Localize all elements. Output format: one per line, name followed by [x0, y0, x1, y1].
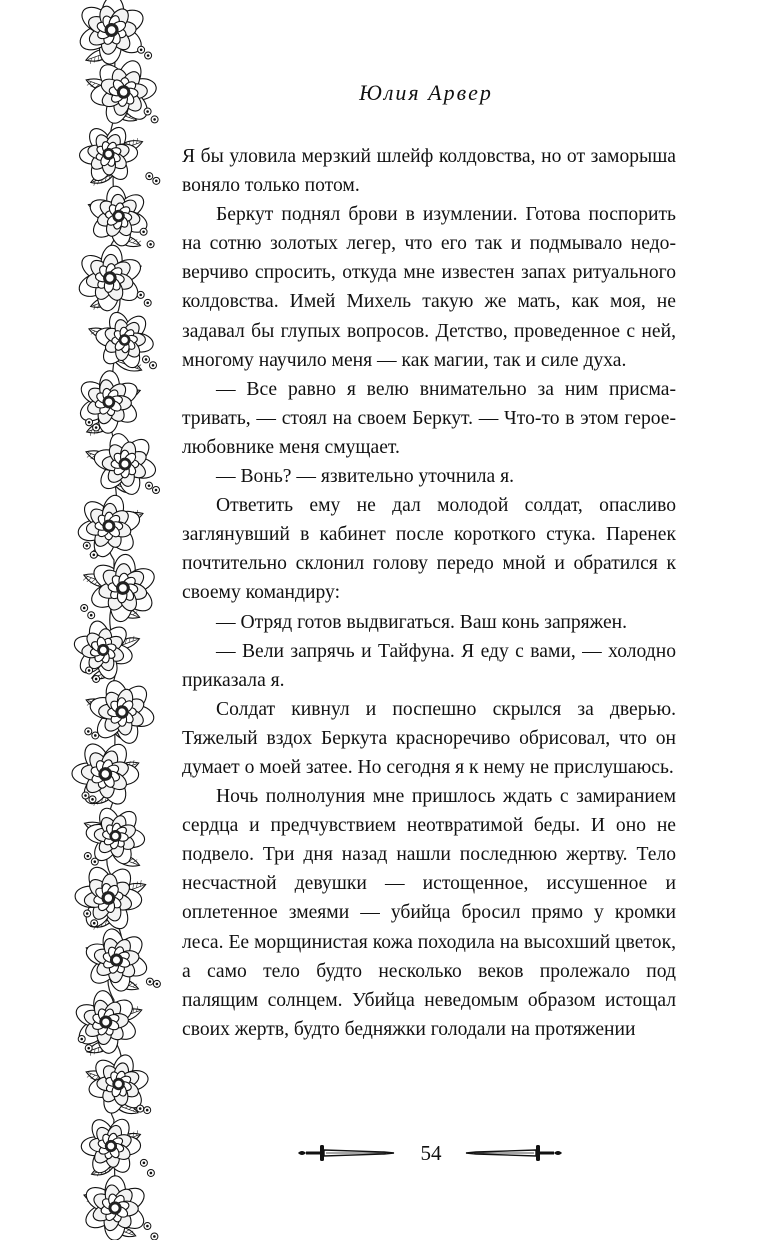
- paragraph: Солдат кивнул и поспешно скрылся за дверью. Тяжелый вздох Беркута красноречиво обрисовал, что он думает о моей затее. Но сегодня я к нему не прислушаюсь.: [182, 698, 676, 778]
- dagger-icon: [464, 1142, 564, 1164]
- dagger-icon: [296, 1142, 396, 1164]
- paragraph: Ответить ему не дал молодой солдат, опасливо заглянувший в кабинет после короткого стука. Паренек почтительно склонил голову передо мной и обратился к своему командиру:: [182, 495, 676, 604]
- paragraph: Я бы уловила мерзкий шлейф колдовства, но от заморыша воняло только потом.: [182, 146, 676, 197]
- paragraph: Беркут поднял брови в изумлении. Готова поспорить на сотню золотых легер, что его так и подмывало недоверчиво спросить, откуда мне известен запах ритуального колдовства. Имей Михель такую же мать, как моя, не задавал бы глупых вопросов. Детство, проведенное с ней, многому научило меня — как магии, так и силе духа.: [182, 204, 676, 371]
- body-text: [182, 142, 676, 1044]
- page-number: 54: [420, 1141, 442, 1165]
- dialogue-paragraph: — Отряд готов выдвигаться. Ваш конь запряжен.: [216, 611, 628, 633]
- floral-border-illustration: [58, 0, 170, 1240]
- paragraph: Ночь полнолуния мне пришлось ждать с замиранием сердца и предчувствием неотвратимой беды. И оно не подвело. Три дня назад нашли последнюю жертву. Тело несчастной девушки — истощенное, иссушенное и оплетенное змеями — убийца бросил прямо у кромки леса. Ее морщинистая кожа походила на высохший цветок, а само тело будто несколько веков пролежало под палящим солнцем. Убийца неведомым образом истощал своих жертв, будто бедняжки голодали на протяжении: [182, 786, 676, 1040]
- dialogue-paragraph: — Вели запрячь и Тайфуна. Я еду с вами, — холодно приказала я.: [182, 640, 676, 691]
- running-title: Юлия Арвер: [359, 80, 493, 105]
- dialogue-paragraph: — Вонь? — язвительно уточнила я.: [216, 466, 515, 488]
- page-footer: [296, 1138, 566, 1168]
- dialogue-paragraph: — Все равно я велю внимательно за ним присматривать, — стоял на своем Беркут. — Что-то в этом герое-любовнике меня смущает.: [182, 378, 676, 458]
